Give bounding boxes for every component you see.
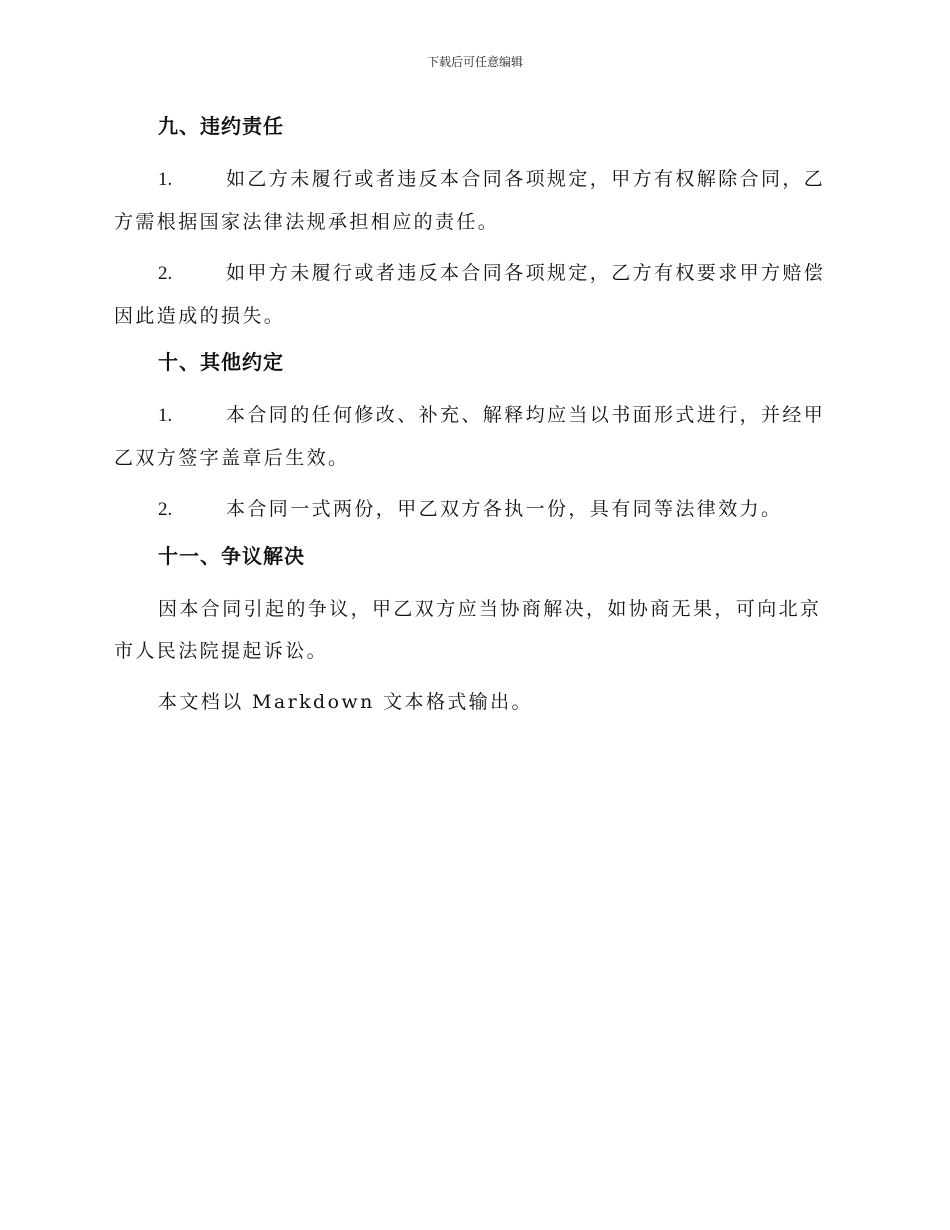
item-text: 本合同的任何修改、补充、解释均应当以书面形式进行，并经甲乙双方签字盖章后生效。 bbox=[114, 404, 826, 469]
list-item bbox=[114, 158, 834, 243]
list-item bbox=[114, 394, 834, 479]
page-header: 下载后可任意编辑 bbox=[426, 55, 523, 69]
section-heading-dispute: 十一、争议解决 bbox=[158, 544, 305, 568]
list-item bbox=[114, 252, 834, 337]
dispute-paragraph: 因本合同引起的争议，甲乙双方应当协商解决，如协商无果，可向北京市人民法院提起诉讼。 bbox=[114, 598, 822, 662]
item-number: 1. bbox=[158, 169, 173, 190]
item-number: 2. bbox=[158, 263, 173, 284]
item-text: 如甲方未履行或者违反本合同各项规定，乙方有权要求甲方赔偿因此造成的损失。 bbox=[114, 262, 826, 327]
list-item bbox=[114, 488, 834, 531]
section-heading-other: 十、其他约定 bbox=[158, 350, 284, 374]
footer-note: 本文档以 Markdown 文本格式输出。 bbox=[158, 691, 533, 713]
item-number: 1. bbox=[158, 405, 173, 426]
item-number: 2. bbox=[158, 499, 173, 520]
item-text: 本合同一式两份，甲乙双方各执一份，具有同等法律效力。 bbox=[226, 498, 783, 520]
section-heading-breach: 九、违约责任 bbox=[158, 114, 284, 138]
item-text: 如乙方未履行或者违反本合同各项规定，甲方有权解除合同，乙方需根据国家法律法规承担相应的责任。 bbox=[114, 168, 826, 233]
document-body bbox=[114, 110, 834, 732]
